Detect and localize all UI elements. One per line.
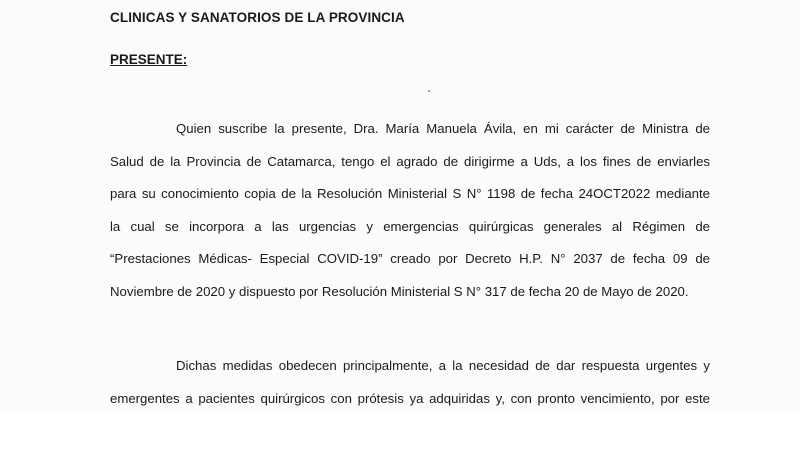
paragraph-2 [110, 350, 710, 415]
paragraph-line: para su conocimiento copia de la Resolución Ministerial S N° 1198 de fecha 24OCT2022 mediante [110, 186, 710, 202]
paragraph-line: Dichas medidas obedecen principalmente, a la necesidad de dar respuesta urgentes y [176, 358, 710, 373]
paragraph-line: Quien suscribe la presente, Dra. María Manuela Ávila, en mi carácter de Ministra de [176, 121, 710, 136]
paragraph-line: Salud de la Provincia de Catamarca, tengo el agrado de dirigirme a Uds, a los fines de enviarles [110, 153, 710, 169]
addressee-heading: CLINICAS Y SANATORIOS DE LA PROVINCIA [110, 10, 405, 25]
paragraph-line: la cual se incorpora a las urgencias y emergencias quirúrgicas generales al Régimen de [110, 218, 710, 234]
paragraph-line: “Prestaciones Médicas- Especial COVID-19” creado por Decreto H.P. N° 2037 de fecha 09 de [110, 251, 710, 267]
salutation: PRESENTE: [110, 52, 188, 67]
paragraph-1 [110, 113, 710, 309]
scan-speck [428, 90, 430, 92]
paragraph-line: Noviembre de 2020 y dispuesto por Resolución Ministerial S N° 317 de fecha 20 de Mayo de 2020. [110, 283, 689, 299]
paragraph-line: emergentes a pacientes quirúrgicos con prótesis ya adquiridas y, con pronto vencimiento, por este [110, 390, 710, 406]
